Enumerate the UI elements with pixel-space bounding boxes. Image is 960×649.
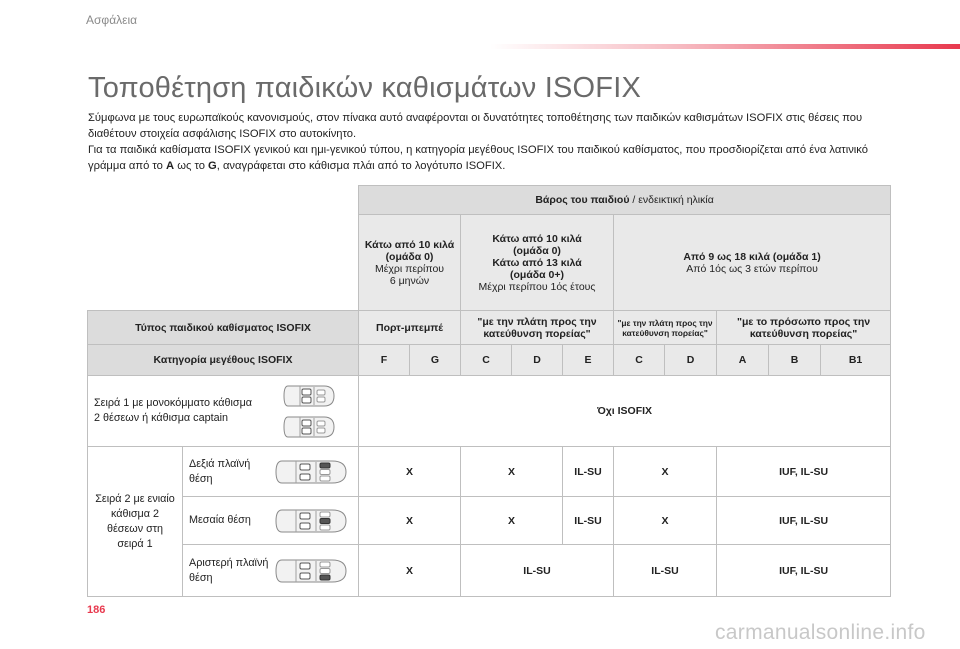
row1-description: Σειρά 1 με μονοκόμματο κάθισμα 2 θέσεων ή κάθισμα captain bbox=[94, 397, 253, 424]
row2c-position-cell bbox=[183, 545, 359, 597]
row2b-value-carrycot: X bbox=[359, 497, 461, 545]
row2c-value-rear-2: IL-SU bbox=[614, 545, 717, 597]
row1-value: Όχι ISOFIX bbox=[359, 376, 891, 447]
intro-paragraph-1: Σύμφωνα με τους ευρωπαϊκούς κανονισμούς, στον πίνακα αυτό αναφέρονται οι δυνατότητες τοποθέτησης των παιδικών καθισμάτων ISOFIX στις θέσεις που διαθέτουν στοιχεία ασφάλισης ISOFIX στο αυτοκίνητο. bbox=[88, 112, 863, 140]
row1-description-cell bbox=[88, 376, 359, 447]
size-B: B bbox=[769, 345, 821, 376]
size-A: A bbox=[717, 345, 769, 376]
size-C2: C bbox=[614, 345, 665, 376]
page-title: Τοποθέτηση παιδικών καθισμάτων ISOFIX bbox=[88, 72, 642, 104]
group-0plus-header: Κάτω από 10 κιλά (ομάδα 0) Κάτω από 13 κιλά (ομάδα 0+) Μέχρι περίπου 1ός έτους bbox=[461, 215, 614, 311]
row2a-value-carrycot: X bbox=[359, 447, 461, 497]
row2-group-label: Σειρά 2 με ενιαίο κάθισμα 2 θέσεων στη σειρά 1 bbox=[88, 447, 183, 597]
car-seat-diagram-icon bbox=[282, 413, 336, 441]
size-G: G bbox=[410, 345, 461, 376]
size-D2: D bbox=[665, 345, 717, 376]
car-seat-diagram-icon bbox=[274, 556, 348, 586]
intro-paragraph-2: Για τα παιδικά καθίσματα ISOFIX γενικού και ημι-γενικού τύπου, η κατηγορία μεγέθους ISOFIX του παιδικού καθίσματος, που προσδιορίζεται από ένα λατινικό γράμμα από το A ως το G, αναγράφεται στο κάθισμα πλάι από το λογότυπο ISOFIX. bbox=[88, 144, 868, 172]
size-D: D bbox=[512, 345, 563, 376]
seat-type-label: Τύπος παιδικού καθίσματος ISOFIX bbox=[88, 311, 359, 345]
row2b-position: Μεσαία θέση bbox=[189, 514, 251, 526]
size-class-label: Κατηγορία μεγέθους ISOFIX bbox=[88, 345, 359, 376]
car-seat-diagram-icon bbox=[274, 506, 348, 536]
header-accent-bar bbox=[490, 44, 960, 49]
row2b-value-rear-3: X bbox=[614, 497, 717, 545]
weight-header: Βάρος του παιδιού / ενδεικτική ηλικία bbox=[359, 186, 891, 215]
row2b-position-cell bbox=[183, 497, 359, 545]
group-0-header: Κάτω από 10 κιλά (ομάδα 0) Μέχρι περίπου 6 μηνών bbox=[359, 215, 461, 311]
size-F: F bbox=[359, 345, 410, 376]
size-C: C bbox=[461, 345, 512, 376]
row2c-value-carrycot: X bbox=[359, 545, 461, 597]
row2c-position: Αριστερή πλαϊνή θέση bbox=[189, 556, 269, 584]
row2b-value-forward: IUF, IL-SU bbox=[717, 497, 891, 545]
isofix-table bbox=[87, 185, 891, 597]
row2a-value-rear-2: IL-SU bbox=[563, 447, 614, 497]
type-forward: "με το πρόσωπο προς την κατεύθυνση πορείας" bbox=[717, 311, 891, 345]
type-rearward-small: "με την πλάτη προς την κατεύθυνση πορείας" bbox=[614, 311, 717, 345]
size-B1: B1 bbox=[821, 345, 891, 376]
row2c-value-forward: IUF, IL-SU bbox=[717, 545, 891, 597]
row2a-value-rear-3: X bbox=[614, 447, 717, 497]
section-label: Ασφάλεια bbox=[86, 13, 138, 27]
watermark: carmanualsonline.info bbox=[715, 621, 926, 644]
row2a-value-rear-1: X bbox=[461, 447, 563, 497]
size-E: E bbox=[563, 345, 614, 376]
type-rearward: "με την πλάτη προς την κατεύθυνση πορείας" bbox=[461, 311, 614, 345]
row2c-value-rear-1: IL-SU bbox=[461, 545, 614, 597]
row2b-value-rear-1: X bbox=[461, 497, 563, 545]
car-seat-diagram-icon bbox=[282, 382, 336, 410]
row2b-value-rear-2: IL-SU bbox=[563, 497, 614, 545]
page-number: 186 bbox=[87, 604, 106, 616]
row2a-position-cell bbox=[183, 447, 359, 497]
intro-text bbox=[88, 110, 908, 174]
row2a-value-forward: IUF, IL-SU bbox=[717, 447, 891, 497]
group-1-header: Από 9 ως 18 κιλά (ομάδα 1) Από 1ός ως 3 ετών περίπου bbox=[614, 215, 891, 311]
type-carrycot: Πορτ-μπεμπέ bbox=[359, 311, 461, 345]
row2a-position: Δεξιά πλαϊνή θέση bbox=[189, 457, 251, 485]
car-seat-diagram-icon bbox=[274, 457, 348, 487]
